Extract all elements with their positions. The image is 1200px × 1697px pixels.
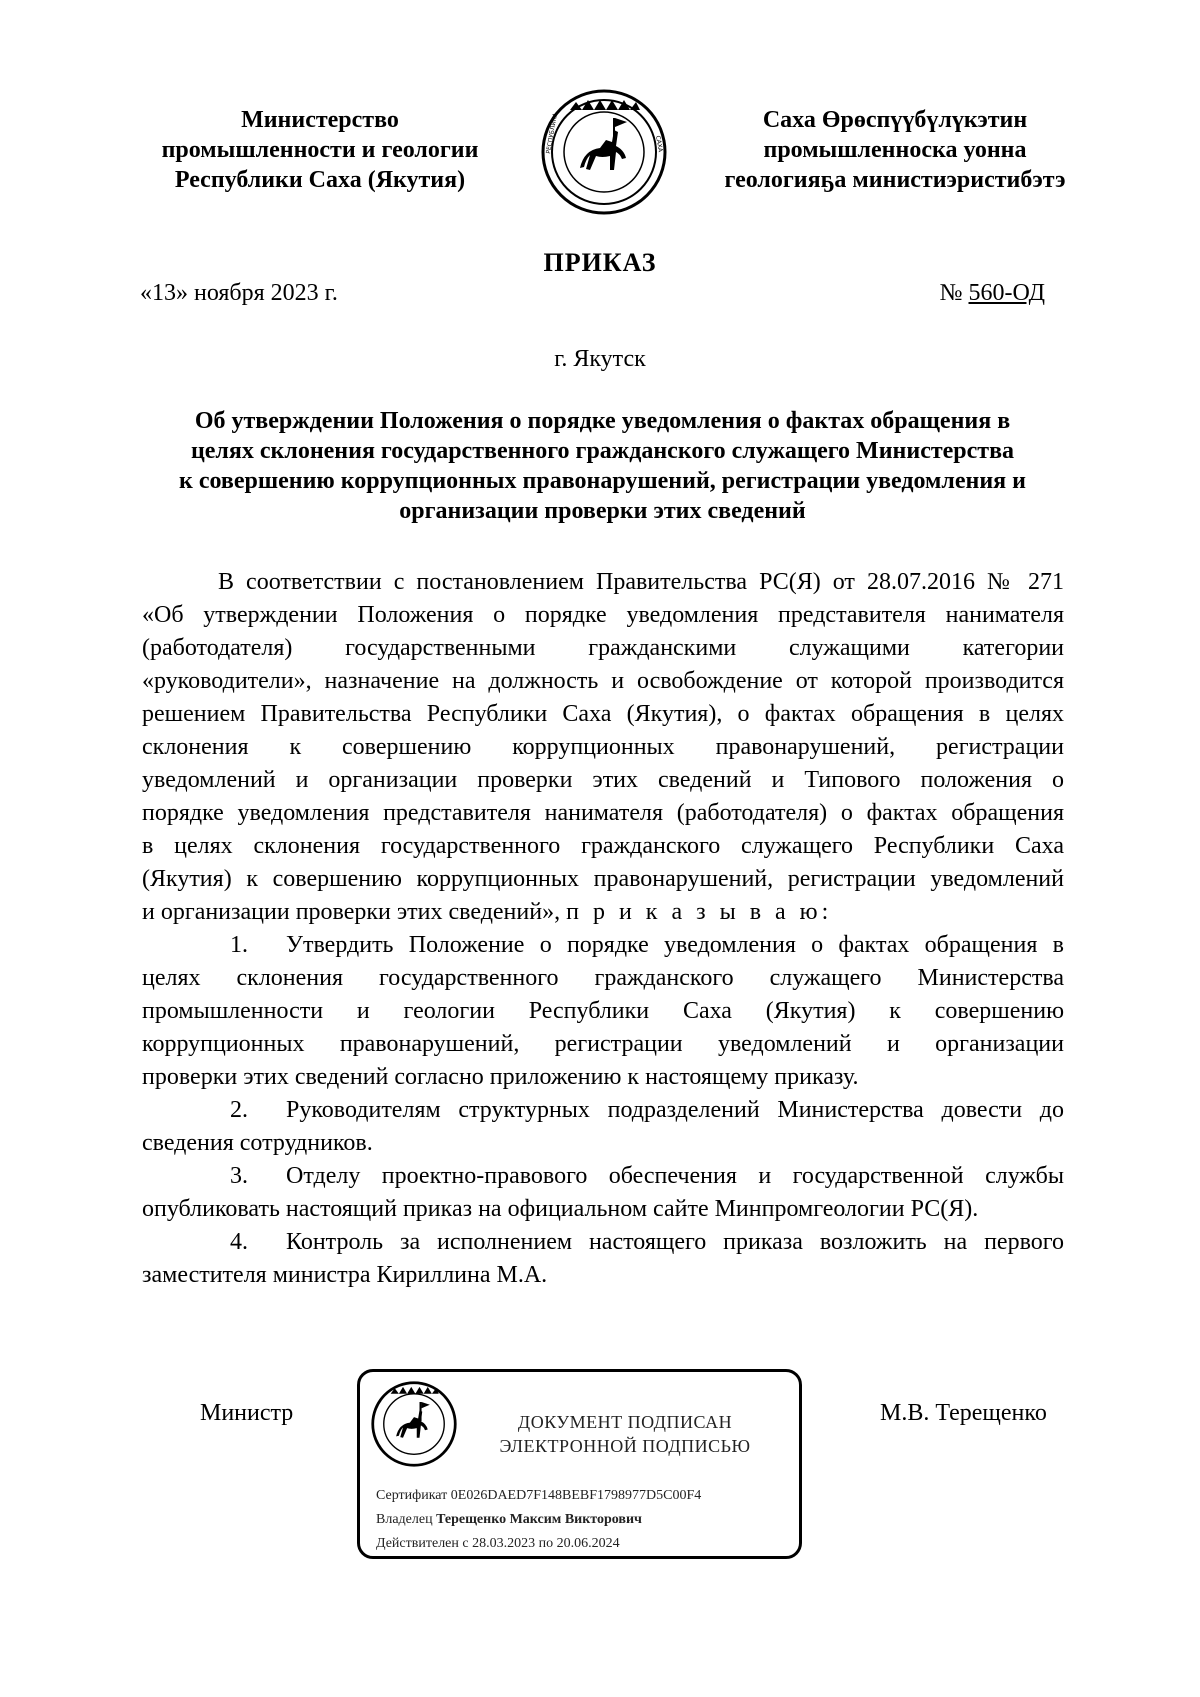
- body-line: уведомлений и организации проверки этих сведений и Типового положения о: [142, 767, 1064, 793]
- ministry-name-line: геологияҕа министиэристибэтэ: [724, 167, 1066, 193]
- stamp-title: [460, 1410, 790, 1458]
- order-number: [940, 280, 1045, 307]
- body-line: склонения к совершению коррупционных правонарушений, регистрации: [142, 734, 1064, 760]
- order-item: [142, 1226, 1064, 1259]
- order-item-number: 1.: [230, 932, 248, 958]
- body-line: «руководители», назначение на должность и освобождение от которой производится: [142, 668, 1064, 694]
- stamp-owner-label: Владелец: [376, 1512, 433, 1527]
- order-item: [142, 1160, 1064, 1193]
- order-title-line: целях склонения государственного гражданского служащего Министерства: [190, 438, 1015, 464]
- body-line: (Якутия) к совершению коррупционных правонарушений, регистрации уведомлений: [142, 866, 1064, 892]
- body-line: опубликовать настоящий приказ на официальном сайте Минпромгеологии РС(Я).: [142, 1196, 979, 1222]
- body-line: В соответствии с постановлением Правительства РС(Я) от 28.07.2016 № 271: [218, 569, 1064, 595]
- order-number-prefix: №: [939, 280, 969, 306]
- order-city: г. Якутск: [554, 346, 646, 372]
- ministry-name-sakha: [690, 105, 1100, 195]
- body-line: проверки этих сведений согласно приложению к настоящему приказу.: [142, 1064, 859, 1090]
- stamp-certificate-label: Сертификат: [376, 1488, 448, 1503]
- order-item: [142, 929, 1064, 962]
- stamp-title-line: ЭЛЕКТРОННОЙ ПОДПИСЬЮ: [499, 1436, 751, 1456]
- order-item: [142, 1094, 1064, 1127]
- stamp-owner: [376, 1512, 796, 1528]
- stamp-certificate-value: 0E026DAED7F148BEBF1798977D5C00F4: [450, 1488, 702, 1503]
- order-title: [135, 406, 1070, 526]
- ministry-name-line: промышленности и геологии: [161, 137, 479, 163]
- order-number-value: 560-ОД: [968, 280, 1045, 306]
- body-line: коррупционных правонарушений, регистрации уведомлений и организации: [142, 1031, 1064, 1057]
- order-item-text: Утвердить Положение о порядке уведомления о фактах обращения в: [286, 932, 1064, 958]
- order-item-number: 4.: [230, 1229, 248, 1255]
- ministry-name-line: Саха Өрөспүүбүлүкэтин: [762, 107, 1028, 133]
- ministry-name-line: Министерство: [241, 107, 399, 133]
- body-line: в целях склонения государственного гражданского служащего Республики Саха: [142, 833, 1064, 859]
- signatory-role: Министр: [200, 1400, 294, 1426]
- body-line: решением Правительства Республики Саха (Якутия), о фактах обращения в целях: [142, 701, 1064, 727]
- stamp-valid-label: Действителен с: [376, 1536, 469, 1551]
- order-item-text: Отделу проектно-правового обеспечения и государственной службы: [286, 1163, 1064, 1189]
- body-line: [142, 896, 1064, 929]
- svg-text:РЕСПУБЛИКА: РЕСПУБЛИКА: [545, 112, 560, 155]
- sakha-coat-of-arms-icon: [540, 88, 668, 216]
- order-item-number: 3.: [230, 1163, 248, 1189]
- stamp-certificate: [376, 1488, 796, 1504]
- body-line: заместителя министра Кириллина М.А.: [142, 1262, 548, 1288]
- stamp-owner-value: Терещенко Максим Викторович: [436, 1512, 642, 1527]
- ministry-name-line: промышленноска уонна: [763, 137, 1027, 163]
- order-item-text: Руководителям структурных подразделений Министерства довести до: [286, 1097, 1064, 1123]
- body-line-text: и организации проверки этих сведений»,: [142, 899, 561, 925]
- svg-text:САХА: САХА: [654, 135, 664, 153]
- electronic-signature-stamp: [357, 1369, 802, 1559]
- ministry-name-russian: [115, 105, 525, 195]
- sakha-coat-of-arms-icon: [370, 1380, 458, 1468]
- body-line: целях склонения государственного гражданского служащего Министерства: [142, 965, 1064, 991]
- order-item-text: Контроль за исполнением настоящего приказа возложить на первого: [286, 1229, 1064, 1255]
- order-title-line: организации проверки этих сведений: [399, 498, 806, 524]
- stamp-valid-to: 20.06.2024: [556, 1536, 620, 1551]
- ministry-name-line: Республики Саха (Якутия): [174, 167, 466, 193]
- stamp-title-line: ДОКУМЕНТ ПОДПИСАН: [517, 1412, 733, 1432]
- order-item-number: 2.: [230, 1097, 248, 1123]
- body-line: «Об утверждении Положения о порядке уведомления представителя нанимателя: [142, 602, 1064, 628]
- stamp-validity: [376, 1536, 796, 1552]
- order-body: [142, 566, 1064, 1292]
- order-title-line: Об утверждении Положения о порядке уведомления о фактах обращения в: [194, 408, 1011, 434]
- body-line: порядке уведомления представителя нанимателя (работодателя) о фактах обращения: [142, 800, 1064, 826]
- stamp-valid-sep: по: [538, 1536, 554, 1551]
- orders-word: п р и к а з ы в а ю:: [566, 899, 833, 925]
- order-title-line: к совершению коррупционных правонарушений, регистрации уведомления и: [179, 468, 1026, 494]
- body-line: (работодателя) государственными гражданскими служащими категории: [142, 635, 1064, 661]
- stamp-valid-from: 28.03.2023: [472, 1536, 536, 1551]
- document-type: ПРИКАЗ: [543, 248, 657, 277]
- order-date: «13» ноября 2023 г.: [140, 280, 338, 306]
- signatory-name: М.В. Терещенко: [880, 1400, 1047, 1426]
- body-line: сведения сотрудников.: [142, 1130, 373, 1156]
- body-line: промышленности и геологии Республики Саха (Якутия) к совершению: [142, 998, 1064, 1024]
